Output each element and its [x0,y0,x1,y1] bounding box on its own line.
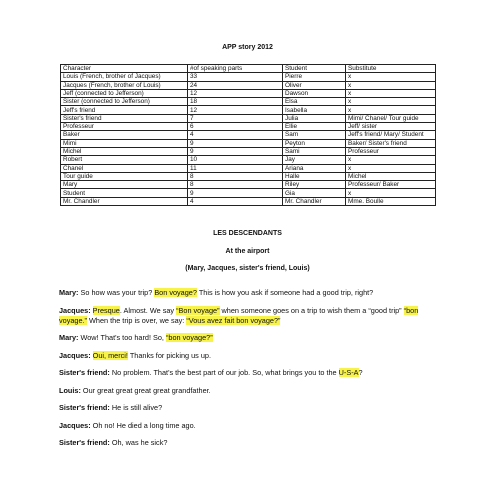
cell-substitute: Jeff's friend/ Mary/ Student [346,131,436,139]
speaker-name: Jacques: [59,305,91,315]
table-row [61,172,436,180]
table-row [61,181,436,189]
dialogue-text: Oh no! He died a long time ago. [90,420,196,430]
dialogue-text: Thanks for picking us up. [127,350,211,360]
table-row [61,89,436,97]
dialogue-text: Oh, was he sick? [109,438,168,447]
cell-character: Mimi [61,139,188,147]
highlighted-phrase: U-S-A [338,368,359,377]
cell-substitute: x [346,98,436,106]
cell-substitute: Professeur [346,147,436,155]
cell-speaking-parts: 8 [188,172,283,180]
cell-substitute: Baker/ Sister's friend [346,139,436,147]
cell-character: Mr. Chandler [61,197,188,205]
cell-substitute: Professeur/ Baker [346,181,436,189]
cast-table [60,64,436,206]
dialogue-text: No problem. That's the best part of our job. So, what brings you to the [109,368,339,377]
scene-cast: (Mary, Jacques, sister's friend, Louis) [185,265,310,272]
dialogue-line [59,421,439,431]
cell-speaking-parts: 11 [188,164,283,172]
header-substitute: Substitute [346,65,436,73]
play-title: LES DESCENDANTS [213,230,282,237]
cast-table-body [61,73,436,206]
scene-title: At the airport [225,248,270,255]
cell-character: Mary [61,181,188,189]
highlighted-phrase: Presque [92,305,120,315]
table-row [61,189,436,197]
speaker-name: Jacques: [59,420,91,430]
cell-character: Student [61,189,188,197]
cell-character: Tour guide [61,172,188,180]
speaker-name: Mary: [59,288,79,297]
table-row [61,114,436,122]
cell-speaking-parts: 9 [188,139,283,147]
cell-character: Sister's friend [61,114,188,122]
dialogue-text: So how was your trip? [78,288,155,297]
dialogue-text: Wow! That's too hard! So, [78,333,166,342]
cell-student: Julia [283,114,346,122]
cell-student: Ariana [283,164,346,172]
cell-student: Elsa [283,98,346,106]
dialogue-line [59,351,439,361]
highlighted-phrase: “Bon voyage” [176,305,220,315]
cell-substitute: x [346,156,436,164]
cell-speaking-parts: 6 [188,123,283,131]
dialogue-line [59,438,439,448]
table-row [61,197,436,205]
cell-student: Mr. Chandler [283,197,346,205]
table-header-row [61,65,436,73]
dialogue-text: . Almost. We say [119,305,177,315]
cell-character: Jeff (connected to Jefferson) [61,89,188,97]
highlighted-phrase: Oui, merci! [92,350,128,360]
dialogue-line [59,386,439,396]
table-row [61,106,436,114]
cell-student: Peyton [283,139,346,147]
speaker-name: Sister's friend: [59,368,110,377]
cell-character: Jacques (French, brother of Louis) [61,81,188,89]
table-row [61,164,436,172]
dialogue-line [59,288,439,298]
cell-speaking-parts: 12 [188,89,283,97]
table-row [61,147,436,155]
table-row [61,81,436,89]
cell-character: Baker [61,131,188,139]
table-row [61,131,436,139]
header-speaking-parts: #of speaking parts [188,65,283,73]
speaker-name: Jacques: [59,350,91,360]
cell-substitute: x [346,89,436,97]
dialogue-script [59,288,439,456]
dialogue-text: When the trip is over, we say: [87,315,187,325]
cell-substitute: x [346,164,436,172]
table-row [61,156,436,164]
cell-character: Professeur [61,123,188,131]
cell-speaking-parts: 9 [188,189,283,197]
table-row [61,98,436,106]
cell-character: Michel [61,147,188,155]
cell-substitute: Michel [346,172,436,180]
cell-student: Pierre [283,73,346,81]
cell-character: Chanel [61,164,188,172]
dialogue-text: Our great great great great grandfather. [80,385,211,395]
cell-speaking-parts: 9 [188,147,283,155]
cell-speaking-parts: 7 [188,114,283,122]
cell-student: Oliver [283,81,346,89]
highlighted-phrase: “bon voyage?” [165,333,213,342]
cell-student: Sam [283,131,346,139]
table-row [61,139,436,147]
cell-character: Robert [61,156,188,164]
cell-character: Sister (connected to Jefferson) [61,98,188,106]
cell-substitute: Mimi/ Chanel/ Tour guide [346,114,436,122]
highlighted-phrase: “bon voyage.” [59,305,419,325]
cell-student: Dawson [283,89,346,97]
cell-character: Louis (French, brother of Jacques) [61,73,188,81]
cell-speaking-parts: 12 [188,106,283,114]
cell-substitute: Jeff/ sister [346,123,436,131]
cell-student: Sami [283,147,346,155]
dialogue-line [59,368,439,378]
dialogue-text: He is still alive? [109,403,163,412]
cell-speaking-parts: 8 [188,181,283,189]
speaker-name: Louis: [59,385,81,395]
speaker-name: Sister's friend: [59,403,110,412]
cell-student: Gia [283,189,346,197]
table-row [61,73,436,81]
dialogue-text: This is how you ask if someone had a good trip, right? [196,288,374,297]
cell-speaking-parts: 18 [188,98,283,106]
cell-student: Ellie [283,123,346,131]
table-row [61,123,436,131]
speaker-name: Mary: [59,333,79,342]
cell-student: Jay [283,156,346,164]
dialogue-line [59,306,439,326]
dialogue-line [59,333,439,343]
header-character: Character [61,65,188,73]
cell-substitute: x [346,189,436,197]
document-title: APP story 2012 [222,44,273,51]
speaker-name: Sister's friend: [59,438,110,447]
cell-substitute: x [346,73,436,81]
dialogue-line [59,403,439,413]
cell-student: Isabella [283,106,346,114]
cell-substitute: Mme. Boulle [346,197,436,205]
header-student: Student [283,65,346,73]
cell-substitute: x [346,81,436,89]
dialogue-text: when someone goes on a trip to wish them a “good trip” [219,305,404,315]
cell-substitute: x [346,106,436,114]
cell-speaking-parts: 10 [188,156,283,164]
dialogue-text: ? [358,368,363,377]
cell-character: Jeff's friend [61,106,188,114]
cell-speaking-parts: 4 [188,131,283,139]
cell-speaking-parts: 4 [188,197,283,205]
cell-student: Halle [283,172,346,180]
highlighted-phrase: Bon voyage? [154,288,197,297]
cell-speaking-parts: 33 [188,73,283,81]
highlighted-phrase: “Vous avez fait bon voyage?” [186,315,281,325]
cell-speaking-parts: 24 [188,81,283,89]
cell-student: Riley [283,181,346,189]
